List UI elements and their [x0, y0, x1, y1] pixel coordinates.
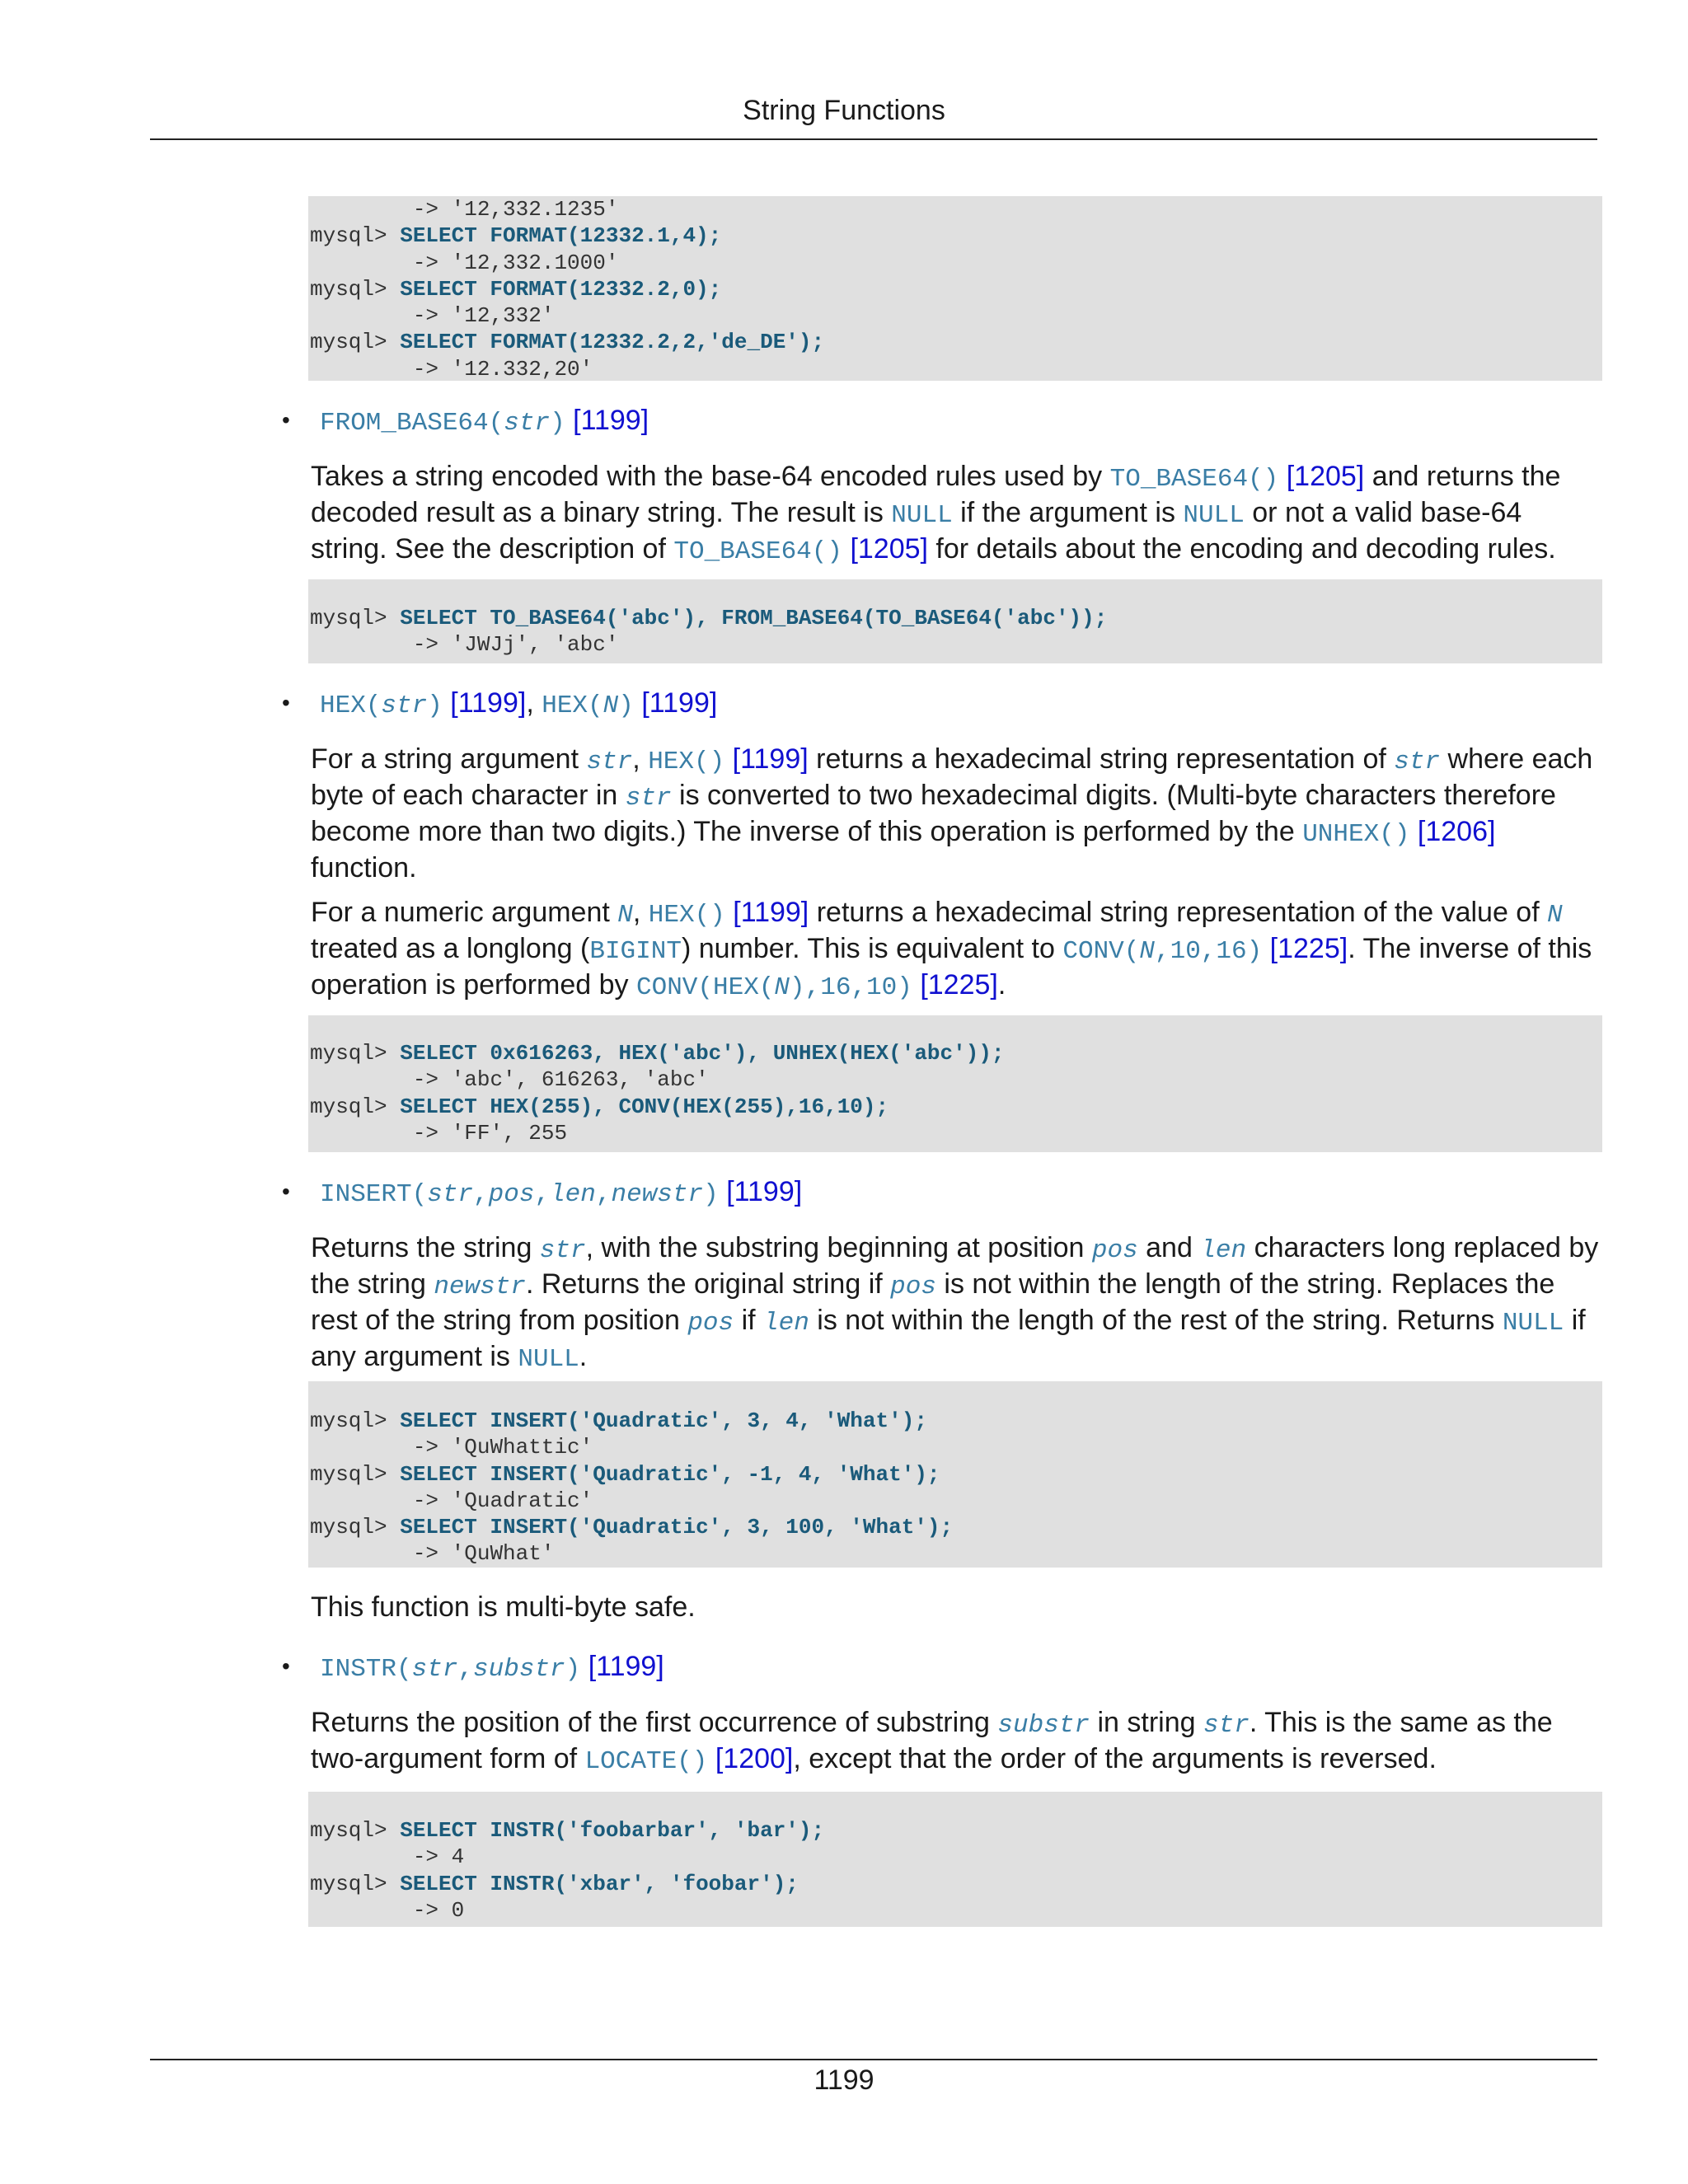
argument-name: str — [586, 748, 633, 776]
paragraph-hex-numeric-argument: For a numeric argument N, HEX() [1199] returns a hexadecimal string representation of the value of N treated as a longlong (BIGINT) number. This is equivalent to CONV(N,10,16) [1225]. The inverse of this operation is performed by CONV(HEX(N),16,10) [1225]. — [311, 897, 1592, 1002]
argument-name: len — [550, 1180, 596, 1209]
page-reference-link[interactable]: [1205] — [850, 533, 928, 565]
function-reference[interactable]: TO_BASE64() — [1109, 465, 1279, 494]
argument-name: N — [1547, 901, 1563, 930]
page-reference-link[interactable]: [1200] — [715, 1743, 794, 1774]
code-command: SELECT INSTR('xbar', 'foobar'); — [400, 1871, 799, 1896]
argument-name: str — [539, 1236, 586, 1265]
code-prompt: mysql> — [310, 1094, 401, 1119]
code-line — [310, 1461, 1602, 1488]
code-line — [310, 196, 1602, 223]
code-output: -> 0 — [412, 1897, 465, 1923]
argument-name: newstr — [611, 1180, 704, 1209]
argument-name: len — [763, 1309, 809, 1338]
argument-name: substr — [473, 1655, 565, 1684]
code-line — [310, 1120, 1602, 1146]
page-reference-link[interactable]: [1205] — [1286, 461, 1365, 492]
null-literal: NULL — [891, 501, 953, 530]
code-command: SELECT INSERT('Quadratic', 3, 4, 'What'); — [400, 1408, 927, 1433]
paragraph-hex-string-argument: For a string argument str, HEX() [1199] returns a hexadecimal string representation of str where each byte of each character in str is converted to two hexadecimal digits. (Multi-byte characters therefore become more than two digits.) The inverse of this operation is performed by the UNHEX() [1206] function. — [311, 743, 1593, 883]
code-block-hex-examples — [308, 1015, 1602, 1152]
code-output: -> '12,332.1000' — [412, 250, 619, 275]
code-block-base64-example — [308, 579, 1602, 663]
function-name: HEX( — [542, 691, 603, 720]
code-output: -> '12,332.1235' — [412, 197, 619, 222]
code-line — [310, 276, 1602, 302]
code-output: -> 'JWJj', 'abc' — [412, 632, 619, 658]
code-prompt: mysql> — [310, 1818, 401, 1843]
code-line — [310, 1408, 1602, 1434]
code-output: -> 'QuWhat' — [412, 1541, 555, 1567]
footer-rule — [150, 2059, 1597, 2060]
function-reference[interactable]: LOCATE() — [584, 1747, 708, 1776]
code-output: -> 'Quadratic' — [412, 1488, 593, 1513]
argument-name: str — [504, 409, 551, 438]
code-line — [310, 605, 1602, 631]
null-literal: NULL — [518, 1345, 579, 1374]
code-prompt — [310, 1541, 413, 1566]
code-prompt — [310, 1121, 413, 1146]
code-command: SELECT INSERT('Quadratic', 3, 100, 'What'); — [400, 1515, 954, 1540]
code-command: SELECT TO_BASE64('abc'), FROM_BASE64(TO_BASE64('abc')); — [400, 606, 1108, 630]
code-line — [310, 1897, 1602, 1924]
paragraph-multibyte-safe: This function is multi-byte safe. — [311, 1591, 696, 1623]
argument-name: pos — [890, 1272, 936, 1301]
code-output: -> 'abc', 616263, 'abc' — [412, 1067, 709, 1093]
code-output: -> 'FF', 255 — [412, 1120, 568, 1146]
page-reference-link[interactable]: [1199] — [573, 405, 649, 436]
code-command: SELECT FORMAT(12332.1,4); — [400, 223, 722, 249]
code-prompt: mysql> — [310, 223, 401, 249]
code-prompt — [310, 251, 413, 275]
code-output: -> 4 — [412, 1844, 465, 1870]
code-line — [310, 1040, 1602, 1066]
code-line — [310, 302, 1602, 329]
code-prompt: mysql> — [310, 1871, 401, 1896]
code-output: -> '12,332' — [412, 303, 555, 329]
code-line — [310, 1540, 1602, 1567]
paragraph-instr-description: Returns the position of the first occurrence of substring substr in string str. This is the same as the two-argument form of LOCATE() [1200], except that the order of the arguments is reversed. — [311, 1707, 1553, 1776]
code-line — [310, 329, 1602, 355]
argument-name: str — [1203, 1711, 1250, 1740]
code-prompt: mysql> — [310, 1515, 401, 1540]
function-name: FROM_BASE64( — [320, 409, 504, 438]
code-line — [310, 1514, 1602, 1540]
function-reference[interactable]: HEX() — [648, 748, 725, 776]
code-line — [310, 250, 1602, 276]
code-prompt — [310, 357, 413, 382]
argument-name: len — [1200, 1236, 1247, 1265]
argument-name: str — [381, 691, 428, 720]
paragraph-insert-description: Returns the string str, with the substring beginning at position pos and len characters long replaced by the string newstr. Returns the original string if pos is not within the length of the string. Replaces the rest of the string from position pos if len is not within the length of the rest of the string. Returns NULL if any argument is NULL. — [311, 1232, 1599, 1374]
bullet-dot: • — [282, 1653, 290, 1679]
code-prompt: mysql> — [310, 606, 401, 630]
code-prompt: mysql> — [310, 1461, 401, 1487]
null-literal: NULL — [1502, 1309, 1564, 1338]
argument-name: substr — [997, 1711, 1090, 1740]
code-prompt: mysql> — [310, 330, 401, 355]
bullet-dot: • — [282, 690, 290, 715]
argument-name: N — [617, 901, 633, 930]
code-output: -> 'QuWhattic' — [412, 1435, 593, 1460]
code-command: SELECT 0x616263, HEX('abc'), UNHEX(HEX('abc')); — [400, 1041, 1005, 1066]
page-reference-link[interactable]: [1199] — [450, 687, 527, 719]
page-reference-link[interactable]: [1199] — [641, 687, 718, 719]
code-command: SELECT FORMAT(12332.2,0); — [400, 276, 722, 302]
function-name: INSTR( — [320, 1655, 412, 1684]
code-line — [310, 356, 1602, 382]
argument-name: str — [1394, 748, 1441, 776]
code-prompt — [310, 1488, 413, 1513]
code-prompt — [310, 1435, 413, 1460]
code-prompt — [310, 1067, 413, 1092]
argument-name: pos — [687, 1309, 734, 1338]
code-prompt — [310, 632, 413, 657]
code-block-format-examples — [308, 196, 1602, 381]
paragraph-from-base64-description: Takes a string encoded with the base-64 encoded rules used by TO_BASE64() [1205] and returns the decoded result as a binary string. The result is NULL if the argument is NULL or not a valid base-64 string. See the description of TO_BASE64() [1205] for details about the encoding and decoding rules. — [311, 461, 1561, 566]
page-reference-link[interactable]: [1199] — [588, 1651, 664, 1682]
code-prompt — [310, 1898, 413, 1923]
argument-name: str — [411, 1655, 458, 1684]
code-prompt: mysql> — [310, 1041, 401, 1066]
code-line — [310, 223, 1602, 249]
argument-name: pos — [1091, 1236, 1138, 1265]
code-command: SELECT INSTR('foobarbar', 'bar'); — [400, 1818, 825, 1843]
code-prompt: mysql> — [310, 1408, 401, 1433]
argument-name: str — [625, 784, 672, 813]
code-line — [310, 1488, 1602, 1514]
page-reference-link[interactable]: [1206] — [1417, 816, 1496, 847]
bullet-dot: • — [282, 1179, 290, 1204]
code-prompt — [310, 303, 413, 328]
code-command: SELECT INSERT('Quadratic', -1, 4, 'What'); — [400, 1461, 940, 1487]
code-block-insert-examples — [308, 1381, 1602, 1568]
function-reference[interactable]: HEX() — [648, 901, 725, 930]
null-literal: NULL — [1183, 501, 1245, 530]
code-command: SELECT HEX(255), CONV(HEX(255),16,10); — [400, 1094, 889, 1119]
code-line — [310, 1817, 1602, 1844]
code-prompt: mysql> — [310, 276, 401, 302]
page-reference-link[interactable]: [1225] — [920, 969, 998, 1001]
page-reference-link[interactable]: [1199] — [733, 897, 809, 928]
argument-name: newstr — [434, 1272, 526, 1301]
header-rule — [150, 138, 1597, 140]
code-line — [310, 631, 1602, 658]
page-reference-link[interactable]: [1199] — [726, 1176, 803, 1207]
function-name: HEX( — [320, 691, 382, 720]
code-command: SELECT FORMAT(12332.2,2,'de_DE'); — [400, 330, 825, 355]
bullet-dot: • — [282, 407, 290, 433]
code-output: -> '12.332,20' — [412, 356, 593, 382]
code-block-instr-examples — [308, 1792, 1602, 1927]
code-prompt — [310, 1844, 413, 1869]
code-prompt — [310, 197, 413, 222]
function-reference[interactable]: TO_BASE64() — [673, 537, 842, 566]
code-line — [310, 1871, 1602, 1897]
page-number: 1199 — [814, 2064, 874, 2096]
argument-name: pos — [488, 1180, 535, 1209]
function-reference[interactable]: UNHEX() — [1302, 820, 1410, 849]
argument-name: str — [427, 1180, 474, 1209]
function-name: INSERT( — [320, 1180, 428, 1209]
page-reference-link[interactable]: [1199] — [732, 743, 809, 775]
code-line — [310, 1066, 1602, 1093]
function-reference[interactable]: CONV(N,10,16) — [1062, 937, 1263, 966]
function-reference[interactable]: CONV(HEX(N),16,10) — [635, 973, 912, 1002]
type-name: BIGINT — [589, 937, 682, 966]
argument-name: N — [603, 691, 619, 720]
page-header: String Functions — [743, 95, 945, 126]
code-line — [310, 1434, 1602, 1460]
code-line — [310, 1094, 1602, 1120]
code-line — [310, 1844, 1602, 1870]
page-reference-link[interactable]: [1225] — [1269, 933, 1348, 964]
